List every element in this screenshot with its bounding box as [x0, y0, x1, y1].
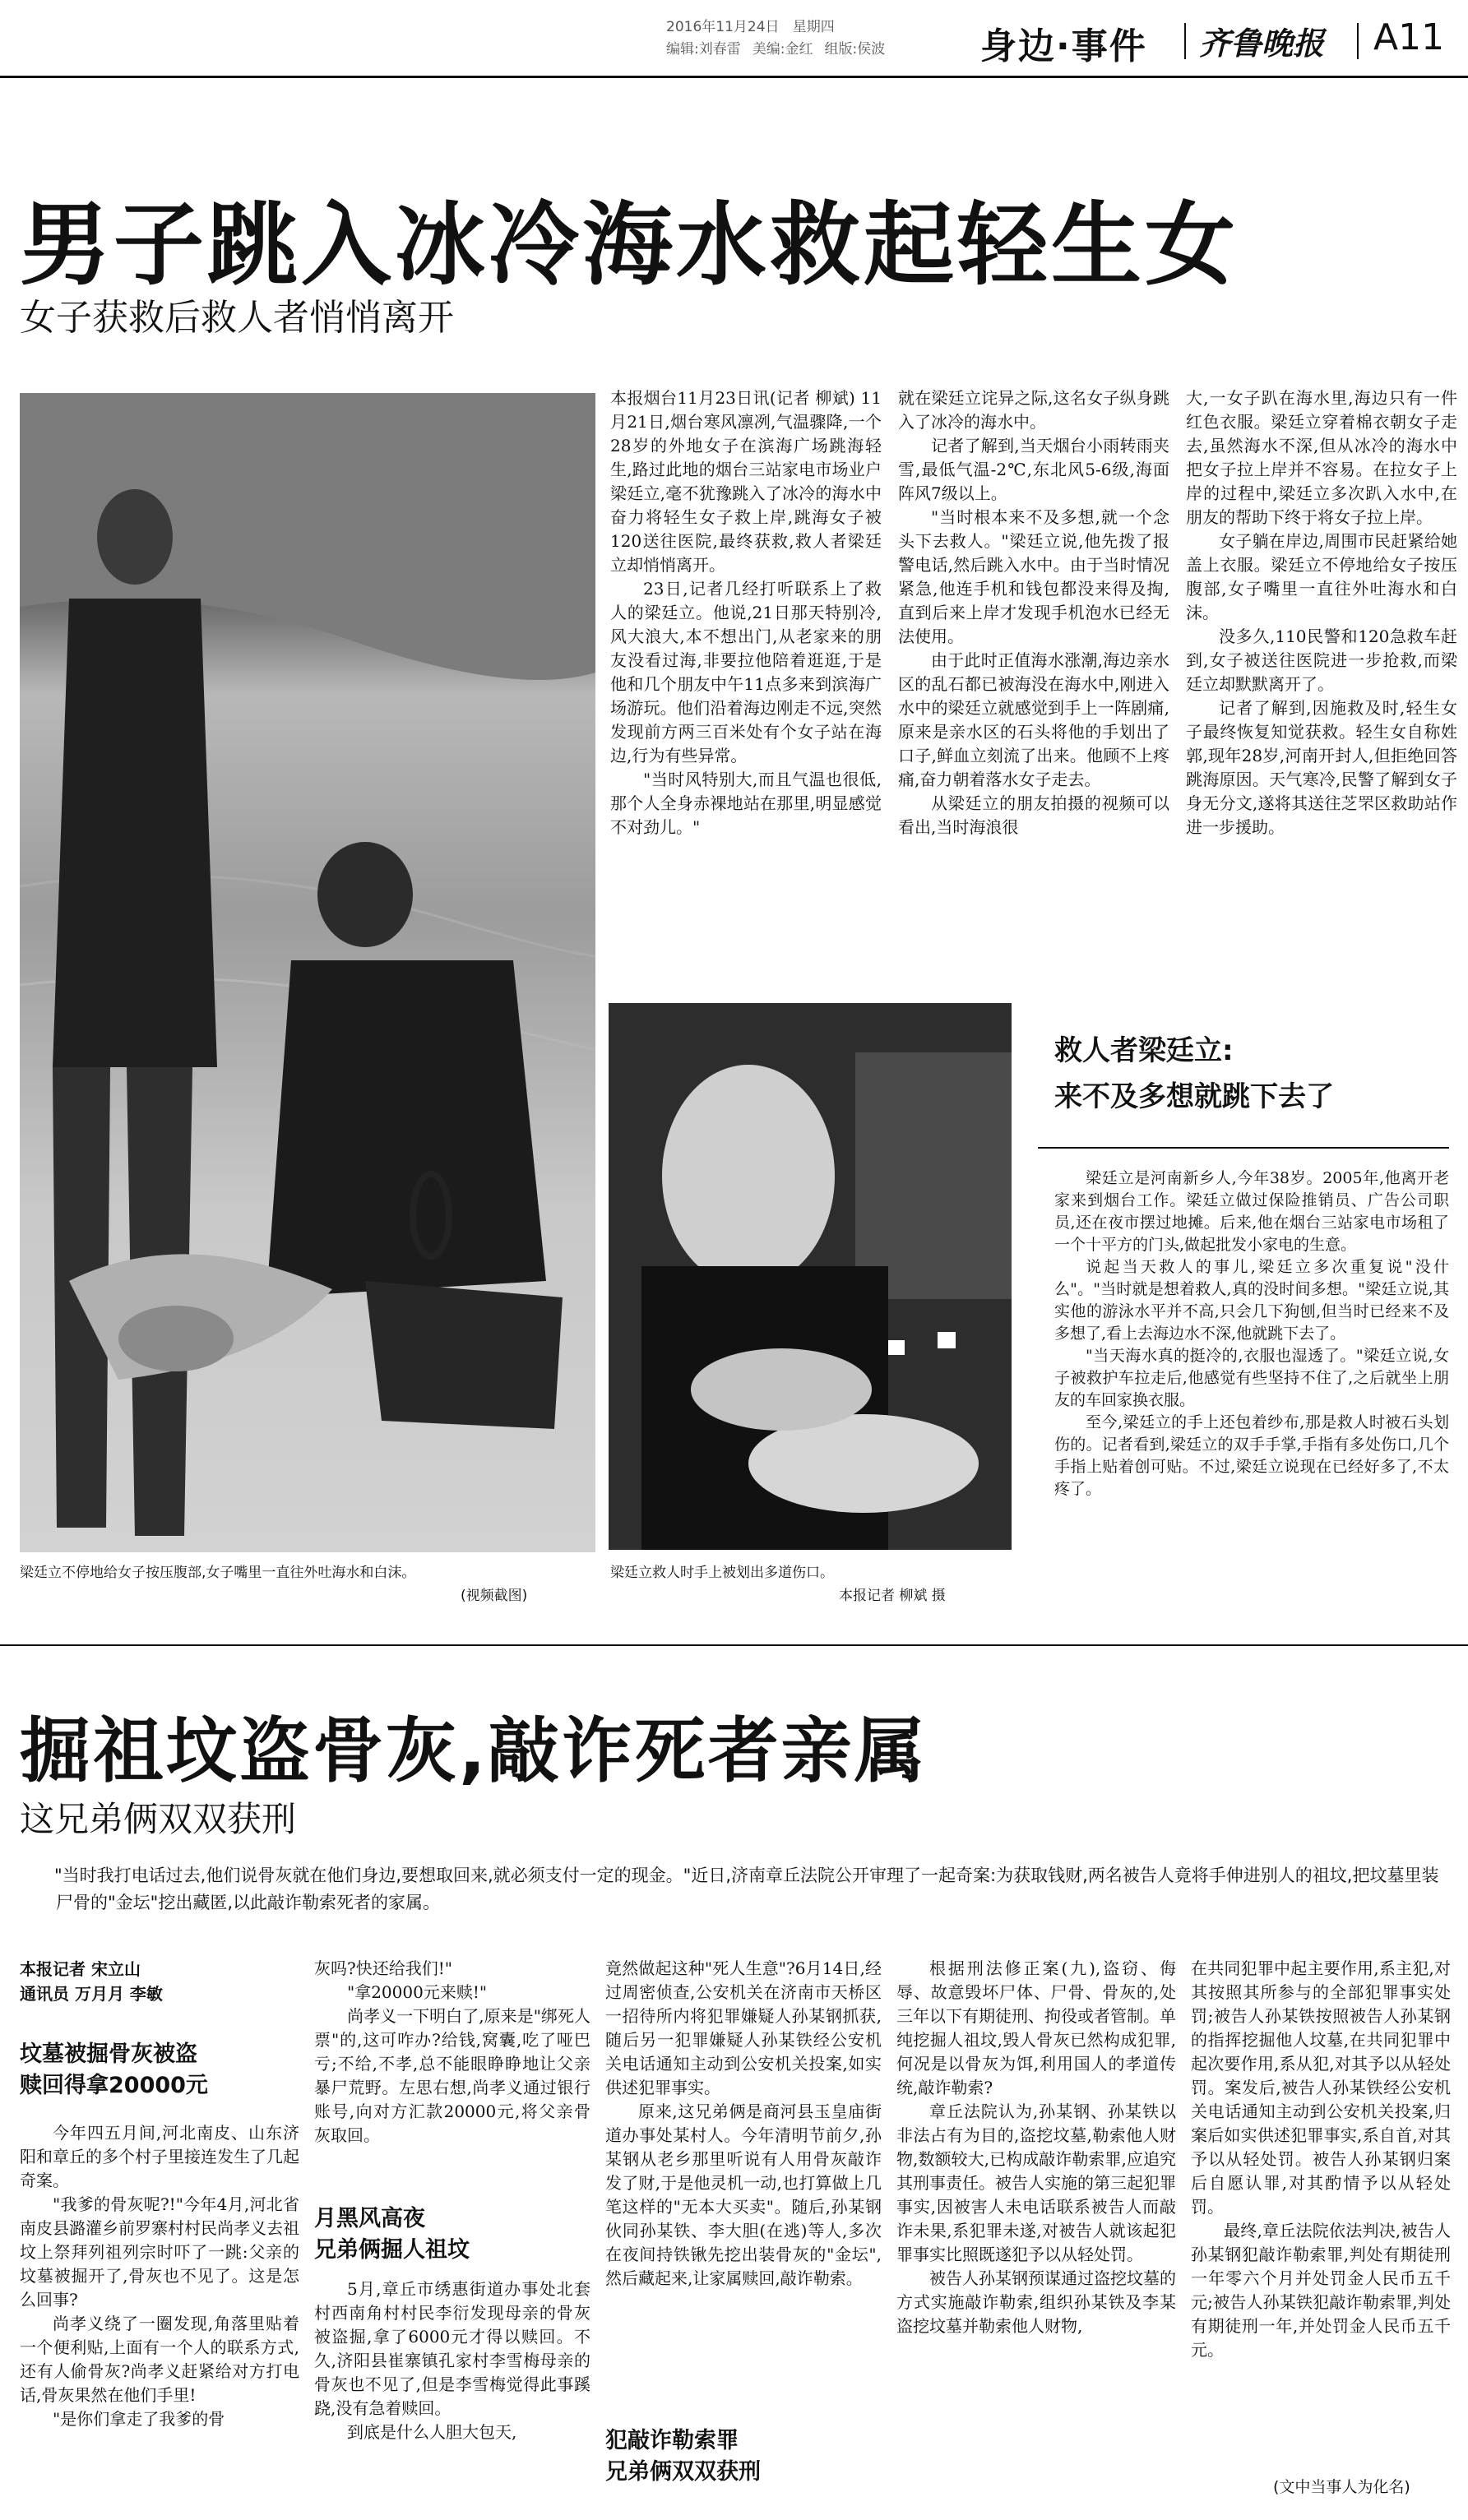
paragraph: 就在梁廷立诧异之际,这名女子纵身跳入了冰冷的海水中。 — [898, 388, 1169, 432]
paragraph: "拿20000元来赎!" — [347, 1982, 488, 2002]
designer-credit: 美编:金红 — [752, 41, 813, 58]
story1-column-3 — [1186, 386, 1457, 978]
header-rule — [0, 76, 1468, 78]
editor-credit: 编辑:刘春雷 — [666, 41, 741, 58]
sidebar-headline-line2: 来不及多想就跳下去了 — [1054, 1080, 1334, 1113]
paragraph: 23日,记者几经打听联系上了救人的梁廷立。他说,21日那天特别冷,风大浪大,本不想出门,从老家来的朋友没看过海,非要拉他陪着逛逛,于是他和几个朋友中午11点多来到滨海广场游玩。他们沿着海边刚走不远,突然发现前方两三百米处有个女子站在海边,行为有些异常。 — [610, 579, 882, 765]
paragraph: 最终,章丘法院依法判决,被告人孙某钢犯敲诈勒索罪,判处有期徒刑一年零六个月并处罚金人民币五千元;被告人孙某铁犯敲诈勒索罪,判处有期徒刑一年,并处罚金人民币五千元。 — [1191, 2221, 1451, 2360]
names-changed-note: (文中当事人为化名) — [1273, 2478, 1410, 2496]
paragraph: 从梁廷立的朋友拍摄的视频可以看出,当时海浪很 — [898, 793, 1169, 837]
paragraph: 由于此时正值海水涨潮,海边亲水区的乱石都已被海没在海水中,刚进入水中的梁廷立就感觉到手上一阵剧痛,原来是亲水区的石头将他的手划出了口子,鲜血立刻流了出来。他顾不上疼痛,奋力朝着落水女子走去。 — [898, 650, 1169, 789]
paragraph: 章丘法院认为,孙某钢、孙某铁以非法占有为目的,盗挖坟墓,勒索他人财物,数额较大,已构成敲诈勒索罪,应追究其刑事责任。被告人实施的第三起犯罪事实,因被害人未电话联系被告人而敲诈未果,系犯罪未遂,对被告人就该起犯罪事实比照既遂犯予以从轻处罚。 — [896, 2102, 1176, 2264]
story2-column-2 — [314, 1957, 590, 2195]
sidebar-headline-line1: 救人者梁廷立: — [1054, 1034, 1234, 1067]
paragraph: 说起当天救人的事儿,梁廷立多次重复说"没什么"。"当时就是想着救人,真的没时间多想。"梁廷立说,其实他的游泳水平并不高,只会几下狗刨,但当时已经来不及多想了,看上去海边水不深,他就跳下去了。 — [1054, 1258, 1449, 1343]
photo1-credit: (视频截图) — [461, 1588, 528, 1604]
section-title: 身边·事件 — [980, 25, 1147, 67]
lead-paragraph: "当时我打电话过去,他们说骨灰就在他们身边,要想取回来,就必须支付一定的现金。"近日,济南章丘法院公开审理了一起奇案:为获取钱财,两名被告人竟将手伸进别人的祖坟,把坟墓里装尸骨的"金坛"挖出藏匿,以此敲诈勒索死者的家属。 — [54, 1866, 1439, 1912]
story2-column-2b — [314, 2277, 590, 2508]
paragraph: 在共同犯罪中起主要作用,系主犯,对其按照其所参与的全部犯罪事实处罚;被告人孙某铁按照被告人孙某钢的指挥挖掘他人坟墓,在共同犯罪中起次要作用,系从犯,对其予以从轻处罚。案发后,被告人孙某铁经公安机关电话通知主动到公安机关投案,归案后如实供述犯罪事实,系自首,对其予以从轻处罚。被告人孙某钢归案后自愿认罪,对其酌情予以从轻处罚。 — [1191, 1958, 1451, 2217]
story2-byline — [20, 1957, 163, 2006]
paragraph: 梁廷立是河南新乡人,今年38岁。2005年,他离开老家来到烟台工作。梁廷立做过保险推销员、广告公司职员,还在夜市摆过地摊。后来,他在烟台三站家电市场租了一个十平方的门头,做起批发小家电的生意。 — [1054, 1169, 1449, 1254]
paragraph: 没多久,110民警和120急救车赶到,女子被送往医院进一步抢救,而梁廷立却默默离开了。 — [1186, 627, 1457, 694]
paragraph: 竟然做起这种"死人生意"?6月14日,经过周密侦查,公安机关在济南市天桥区一招待所内将犯罪嫌疑人孙某钢抓获,随后另一犯罪嫌疑人孙某铁经公安机关电话通知主动到公安机关投案,如实供述犯罪事实。 — [605, 1958, 882, 2097]
story2-subhead-c: 犯敲诈勒索罪 兄弟俩双双获刑 — [605, 2428, 761, 2485]
story2-column-5 — [1191, 1957, 1451, 2471]
photo2-caption: 梁廷立救人时手上被划出多道伤口。 — [610, 1565, 834, 1581]
story1-subheadline: 女子获救后救人者悄悄离开 — [20, 297, 454, 339]
paragraph: "是你们拿走了我爹的骨 — [53, 2409, 225, 2429]
sidebar-rule — [1038, 1147, 1449, 1149]
paragraph: 记者了解到,因施救及时,轻生女子最终恢复知觉获救。轻生女自称姓郭,现年28岁,河南开封人,但拒绝回答跳海原因。天气寒冷,民警了解到女子身无分文,遂将其送往芝罘区救助站作进一步援助。 — [1186, 698, 1457, 837]
story2-column-4 — [896, 1957, 1176, 2508]
story2-column-3 — [605, 1957, 882, 2417]
paragraph: 本报烟台11月23日讯(记者 柳斌) 11月21日,烟台寒风凛冽,气温骤降,一个28岁的外地女子在滨海广场跳海轻生,路过此地的烟台三站家电市场业户梁廷立,毫不犹豫跳入了冰冷的海水中奋力将轻生女子救上岸,跳海女子被120送往医院,最终获救,救人者梁廷立却悄悄离开。 — [610, 388, 882, 575]
story1-column-1 — [610, 386, 882, 978]
photo1-caption: 梁廷立不停地给女子按压腹部,女子嘴里一直往外吐海水和白沫。 — [20, 1565, 416, 1581]
story-divider — [0, 1644, 1468, 1646]
paragraph: 原来,这兄弟俩是商河县玉皇庙街道办事处某村人。今年清明节前夕,孙某钢从老乡那里听说有人用骨灰敲诈发了财,于是他灵机一动,也打算做上几笔这样的"无本大买卖"。随后,孙某钢伙同孙某铁、李大胆(在逃)等人,多次在夜间持铁锹先挖出装骨灰的"金坛",然后藏起来,让家属赎回,敲诈勒索。 — [605, 2102, 882, 2288]
story2-lead — [20, 1862, 1451, 1917]
byline-correspondents: 通讯员 万月月 李敏 — [20, 1984, 163, 2004]
story1-headline: 男子跳入冰冷海水救起轻生女 — [20, 192, 1239, 298]
sidebar-headline — [1054, 1028, 1334, 1120]
header-divider — [1357, 23, 1359, 59]
byline-reporter: 本报记者 宋立山 — [20, 1959, 141, 1979]
photo2-credit: 本报记者 柳斌 摄 — [839, 1588, 946, 1604]
rescue-video-still — [20, 393, 595, 1552]
paragraph: 被告人孙某钢预谋通过盗挖坟墓的方式实施敲诈勒索,组织孙某铁及李某盗挖坟墓并勒索他人财物, — [896, 2268, 1176, 2336]
paragraph: 到底是什么人胆大包天, — [347, 2422, 517, 2442]
header-divider — [1184, 23, 1186, 59]
page-number: A11 — [1373, 16, 1445, 58]
issue-date: 2016年11月24日 — [666, 19, 780, 35]
paragraph: "当天海水真的挺冷的,衣服也湿透了。"梁廷立说,女子被救护车拉走后,他感觉有些坚持不住了,之后就坐上朋友的车回家换衣服。 — [1054, 1347, 1449, 1409]
paragraph: 至今,梁廷立的手上还包着纱布,那是救人时被石头划伤的。记者看到,梁廷立的双手手掌,手指有多处伤口,几个手指上贴着创可贴。不过,梁廷立说现在已经好多了,不太疼了。 — [1054, 1413, 1449, 1498]
paragraph: "当时根本来不及多想,就一个念头下去救人。"梁廷立说,他先拨了报警电话,然后跳入水中。由于当时情况紧急,他连手机和钱包都没来得及掏,直到后来上岸才发现手机泡水已经无法使用。 — [898, 507, 1169, 646]
paragraph: 尚孝义绕了一圈发现,角落里贴着一个便利贴,上面有一个人的联系方式,还有人偷骨灰?尚孝义赶紧给对方打电话,骨灰果然在他们手里! — [20, 2314, 299, 2405]
story2-subheadline: 这兄弟俩双双获刑 — [20, 1799, 297, 1839]
newspaper-brand: 齐鲁晚报 — [1199, 25, 1325, 62]
story1-column-2 — [898, 386, 1169, 978]
story2-column-1 — [20, 2121, 299, 2508]
issue-weekday: 星期四 — [792, 19, 835, 35]
paragraph: 今年四五月间,河北南皮、山东济阳和章丘的多个村子里接连发生了几起奇案。 — [20, 2123, 299, 2190]
paragraph: 女子躺在岸边,周围市民赶紧给她盖上衣服。梁廷立不停地给女子按压腹部,女子嘴里一直往外吐海水和白沫。 — [1186, 531, 1457, 622]
rescuer-hands-photo — [609, 1003, 1012, 1550]
paragraph: 记者了解到,当天烟台小雨转雨夹雪,最低气温-2℃,东北风5-6级,海面阵风7级以上。 — [898, 436, 1169, 503]
paragraph: 5月,章丘市绣惠街道办事处北套村西南角村村民李衍发现母亲的骨灰被盗掘,拿了6000元才得以赎回。不久,济阳县崔寨镇孔家村李雪梅母亲的骨灰也不见了,但是李雪梅觉得此事蹊跷,没有急着赎回。 — [314, 2279, 590, 2418]
header-meta — [666, 16, 979, 61]
proofreader-credit: 组版:侯波 — [824, 41, 886, 58]
sidebar-body — [1054, 1168, 1449, 1595]
paragraph: 灰吗?快还给我们!" — [314, 1958, 452, 1978]
rescue-photo-illustration — [20, 393, 595, 1552]
rescuer-photo-illustration — [609, 1003, 1012, 1550]
paragraph: 尚孝义一下明白了,原来是"绑死人票"的,这可咋办?给钱,窝囊,吃了哑巴亏;不给,不孝,总不能眼睁睁地让父亲暴尸荒野。左思右想,尚孝义通过银行账号,向对方汇款20000元,将父亲骨灰取回。 — [314, 2006, 590, 2145]
story2-subhead-a: 坟墓被掘骨灰被盗 赎回得拿20000元 — [20, 2041, 208, 2098]
paragraph: "当时风特别大,而且气温也很低,那个人全身赤裸地站在那里,明显感觉不对劲儿。" — [610, 770, 882, 837]
paragraph: "我爹的骨灰呢?!"今年4月,河北省南皮县潞灌乡前罗寨村村民尚孝义去祖坟上祭拜列祖列宗时吓了一跳:父亲的坟墓被掘开了,骨灰也不见了。这是怎么回事? — [20, 2194, 299, 2310]
story2-subhead-b: 月黑风高夜 兄弟俩掘人祖坟 — [314, 2206, 470, 2263]
paragraph: 根据刑法修正案(九),盗窃、侮辱、故意毁坏尸体、尸骨、骨灰的,处三年以下有期徒刑、拘役或者管制。单纯挖掘人祖坟,毁人骨灰已然构成犯罪,何况是以骨灰为饵,利用国人的孝道传统,敲诈勒索? — [896, 1958, 1176, 2097]
story2-headline: 掘祖坟盗骨灰,敲诈死者亲属 — [20, 1710, 928, 1792]
paragraph: 大,一女子趴在海水里,海边只有一件红色衣服。梁廷立穿着棉衣朝女子走去,虽然海水不深,但从冰冷的海水中把女子拉上岸并不容易。在拉女子上岸的过程中,梁廷立多次趴入水中,在朋友的帮助下终于将女子拉上岸。 — [1186, 388, 1457, 527]
